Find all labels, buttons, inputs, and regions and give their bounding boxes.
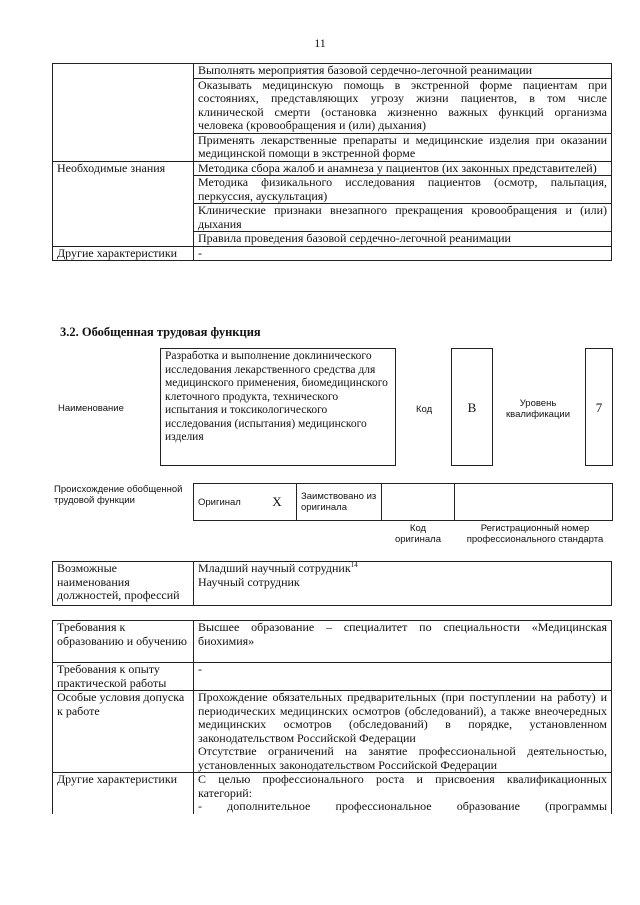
other-value — [194, 773, 612, 814]
education-label: Требования к образованию и обучению — [53, 621, 194, 663]
positions-list — [194, 562, 612, 606]
original-code-cell — [382, 484, 455, 521]
function-name-box: Разработка и выполнение доклинического исследования лекарственного средства для медицинского применения, биомедицинского клеточного продукта, технического испытания и токсикологического исследования (испытания) медицинского изделия — [160, 348, 396, 466]
code-caption: Код оригинала — [394, 523, 441, 545]
position-item: Научный сотрудник — [198, 574, 300, 589]
other-paragraph: С целью профессионального роста и присвоения квалификационных категорий: — [198, 772, 607, 800]
position-item: Младший научный сотрудник — [198, 561, 351, 575]
table-cell: Клинические признаки внезапного прекращения кровообращения и (или) дыхания — [194, 204, 612, 232]
table-cell: Применять лекарственные препараты и медицинские изделия при оказании медицинской помощи в экстренной форме — [194, 133, 612, 161]
registration-caption: Регистрационный номер профессионального стандарта — [466, 523, 604, 545]
requirements-table — [52, 620, 612, 814]
qualification-level-label: Уровень квалификации — [505, 398, 571, 420]
experience-value: - — [194, 663, 612, 691]
section-heading: 3.2. Обобщенная трудовая функция — [60, 325, 261, 339]
other-label: Другие характеристики — [53, 773, 194, 814]
conditions-value — [194, 691, 612, 773]
footnote-mark: 14 — [350, 561, 358, 569]
original-label: Оригинал — [194, 484, 259, 521]
conditions-paragraph: Прохождение обязательных предварительных (при поступлении на работу) и периодических медицинских осмотров (обследований), а также внеочередных медицинских осмотров (обследований) в порядке, установленном законодательством Российской Федерации — [198, 690, 607, 745]
origin-table — [193, 483, 613, 521]
qualification-level-box: 7 — [585, 348, 613, 466]
code-value-box: B — [451, 348, 493, 466]
table-label-cell: Другие характеристики — [53, 246, 194, 261]
skills-knowledge-table — [52, 63, 612, 261]
positions-table — [52, 561, 612, 606]
name-label: Наименование — [58, 403, 124, 414]
table-label-cell: Необходимые знания — [53, 161, 194, 246]
code-label: Код — [416, 404, 433, 415]
other-paragraph: - дополнительное профессиональное образование (программы — [198, 799, 607, 813]
table-cell: Методика сбора жалоб и анамнеза у пациентов (их законных представителей) — [194, 161, 612, 176]
table-cell: Оказывать медицинскую помощь в экстренной форме пациентам при состояниях, представляющих угрозу жизни пациентов, в том числе клинической смерти (остановка жизненно важных функций организма человека (кровообращения и (или) дыхания) — [194, 78, 612, 133]
table-cell: Правила проведения базовой сердечно-легочной реанимации — [194, 232, 612, 247]
page-number: 11 — [314, 36, 326, 50]
origin-label: Происхождение обобщенной трудовой функции — [54, 484, 183, 506]
experience-label: Требования к опыту практической работы — [53, 663, 194, 691]
conditions-label: Особые условия допуска к работе — [53, 691, 194, 773]
positions-label: Возможные наименования должностей, профессий — [53, 562, 194, 606]
table-label-cell — [53, 64, 194, 162]
conditions-paragraph: Отсутствие ограничений на занятие профессиональной деятельностью, установленных законодательством Российской Федерации — [198, 744, 607, 772]
table-cell: Методика физикального исследования пациентов (осмотр, пальпация, перкуссия, аускультация) — [194, 176, 612, 204]
table-cell: - — [194, 246, 612, 261]
borrowed-label: Заимствовано из оригинала — [297, 484, 382, 521]
table-cell: Выполнять мероприятия базовой сердечно-легочной реанимации — [194, 64, 612, 79]
registration-number-cell — [455, 484, 613, 521]
original-mark: X — [258, 484, 297, 521]
education-value: Высшее образование – специалитет по специальности «Медицинская биохимия» — [194, 621, 612, 663]
